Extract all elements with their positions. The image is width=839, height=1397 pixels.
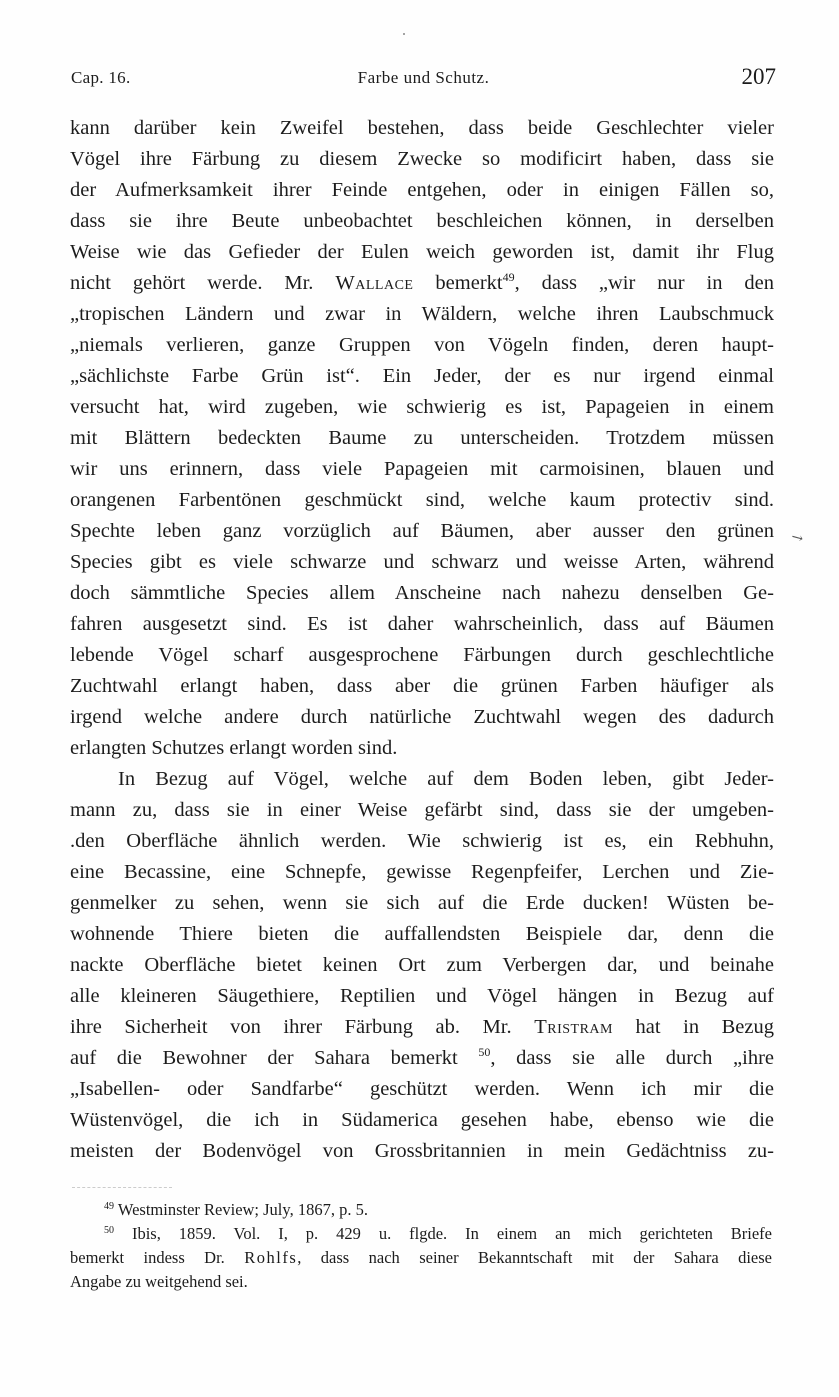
chapter-label: Cap. 16. xyxy=(71,68,131,87)
text-line: Weise wie das Gefieder der Eulen weich geworden ist, damit ihr Flug xyxy=(70,241,774,263)
text-line: erlangten Schutzes erlangt worden sind. xyxy=(70,737,398,759)
footnote-50 xyxy=(70,1222,772,1246)
text-line: wir uns erinnern, dass viele Papageien mit carmoisinen, blauen und xyxy=(70,458,774,480)
text-fragment: , dass nach seiner Bekanntschaft mit der Sahara diese xyxy=(297,1248,772,1267)
footnote-divider xyxy=(72,1187,172,1188)
author-name-wallace: Wallace xyxy=(335,272,414,294)
page-number: 207 xyxy=(741,64,776,89)
text-line: mit Blättern bedeckten Baume zu unterscheiden. Trotzdem müssen xyxy=(70,427,774,449)
text-line: dass sie ihre Beute unbeobachtet beschleichen können, in derselben xyxy=(70,210,774,232)
footnote-ref-50: 50 xyxy=(478,1045,491,1059)
text-line: „sächlichste Farbe Grün ist“. Ein Jeder, der es nur irgend einmal xyxy=(70,365,774,387)
running-title: Farbe und Schutz. xyxy=(357,68,490,87)
text-line: genmelker zu sehen, wenn sie sich auf die Erde ducken! Wüsten be- xyxy=(70,892,774,914)
print-speck xyxy=(403,33,405,35)
footnote-text: Ibis, 1859. Vol. I, p. 429 u. flgde. In einem an mich gerichteten Briefe xyxy=(131,1224,772,1243)
footnote-marker: 49 xyxy=(104,1201,114,1212)
text-line: orangenen Farbentönen geschmückt sind, welche kaum protectiv sind. xyxy=(70,489,774,511)
text-line: Wüstenvögel, die ich in Südamerica gesehen habe, ebenso wie die xyxy=(70,1109,774,1131)
text-fragment: ihre Sicherheit von ihrer Färbung ab. Mr. xyxy=(70,1016,512,1038)
text-fragment: bemerkt xyxy=(435,272,503,294)
text-fragment: , dass „wir nur in den xyxy=(514,272,774,294)
margin-pencil-mark: ↘ xyxy=(789,529,807,548)
text-line: Vögel ihre Färbung zu diesem Zwecke so modificirt haben, dass sie xyxy=(70,148,774,170)
footnotes xyxy=(70,1198,772,1294)
text-line xyxy=(70,1043,774,1074)
text-line: doch sämmtliche Species allem Anscheine nach nahezu denselben Ge- xyxy=(70,582,774,604)
running-header xyxy=(71,64,776,94)
footnote-marker: 50 xyxy=(104,1225,114,1236)
text-line: kann darüber kein Zweifel bestehen, dass beide Geschlechter vieler xyxy=(70,117,774,139)
text-line: lebende Vögel scharf ausgesprochene Färbungen durch geschlechtliche xyxy=(70,644,774,666)
text-fragment: nicht gehört werde. Mr. xyxy=(70,272,314,294)
text-line: meisten der Bodenvögel von Grossbritannien in mein Gedächtniss zu- xyxy=(70,1140,774,1162)
text-line: .den Oberfläche ähnlich werden. Wie schwierig ist es, ein Rebhuhn, xyxy=(70,830,774,852)
text-line: Zuchtwahl erlangt haben, dass aber die grünen Farben häufiger als xyxy=(70,675,774,697)
text-line: mann zu, dass sie in einer Weise gefärbt sind, dass sie der umgeben- xyxy=(70,799,774,821)
text-line: Spechte leben ganz vorzüglich auf Bäumen, aber ausser den grünen xyxy=(70,520,774,542)
footnote-text: Westminster Review; July, 1867, p. 5. xyxy=(117,1200,368,1219)
text-line: „Isabellen- oder Sandfarbe“ geschützt werden. Wenn ich mir die xyxy=(70,1078,774,1100)
text-line: fahren ausgesetzt sind. Es ist daher wahrscheinlich, dass auf Bäumen xyxy=(70,613,774,635)
text-line: irgend welche andere durch natürliche Zuchtwahl wegen des dadurch xyxy=(70,706,774,728)
author-name-rohlfs: Rohlfs xyxy=(244,1248,298,1267)
text-line xyxy=(70,268,774,299)
text-line: „niemals verlieren, ganze Gruppen von Vögeln finden, deren haupt- xyxy=(70,334,774,356)
text-fragment: , dass sie alle durch „ihre xyxy=(490,1047,774,1069)
text-line: eine Becassine, eine Schnepfe, gewisse Regenpfeifer, Lerchen und Zie- xyxy=(70,861,774,883)
footnote-49 xyxy=(70,1198,772,1222)
text-fragment: auf die Bewohner der Sahara bemerkt xyxy=(70,1047,458,1069)
text-line: Species gibt es viele schwarze und schwarz und weisse Arten, während xyxy=(70,551,774,573)
text-line: In Bezug auf Vögel, welche auf dem Boden leben, gibt Jeder- xyxy=(118,768,774,790)
text-line xyxy=(70,1012,774,1043)
text-line: der Aufmerksamkeit ihrer Feinde entgehen, oder in einigen Fällen so, xyxy=(70,179,774,201)
text-line: „tropischen Ländern und zwar in Wäldern, welche ihren Laubschmuck xyxy=(70,303,774,325)
author-name-tristram: Tristram xyxy=(534,1016,613,1038)
footnote-50-line: Angabe zu weitgehend sei. xyxy=(70,1272,248,1291)
text-line: nackte Oberfläche bietet keinen Ort zum Verbergen dar, und beinahe xyxy=(70,954,774,976)
main-text xyxy=(70,113,774,1167)
text-line: alle kleineren Säugethiere, Reptilien und Vögel hängen in Bezug auf xyxy=(70,985,774,1007)
footnote-50-line xyxy=(70,1246,772,1270)
text-line: versucht hat, wird zugeben, wie schwierig es ist, Papageien in einem xyxy=(70,396,774,418)
footnote-ref-49: 49 xyxy=(502,270,515,284)
text-fragment: bemerkt indess Dr. xyxy=(70,1248,225,1267)
text-line: wohnende Thiere bieten die auffallendsten Beispiele dar, denn die xyxy=(70,923,774,945)
text-fragment: hat in Bezug xyxy=(635,1016,774,1038)
